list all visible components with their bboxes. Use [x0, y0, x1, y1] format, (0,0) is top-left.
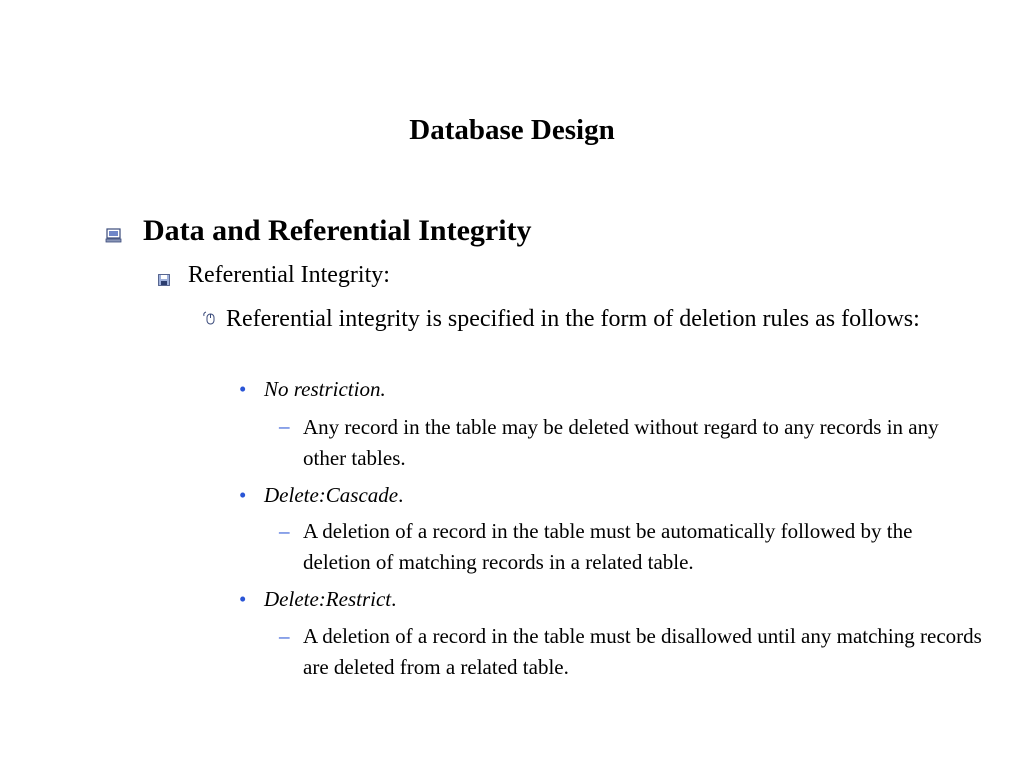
rule-name: Delete:Restrict.: [264, 587, 397, 611]
rule-bullet: •: [239, 587, 247, 611]
slide-title: Database Design: [409, 114, 615, 146]
rule-name: Delete:Cascade.: [264, 483, 404, 507]
computer-icon: [105, 227, 122, 244]
mouse-icon: [202, 310, 217, 325]
rule-description: A deletion of a record in the table must be disallowed until any matching records are deleted from a related table.: [303, 624, 982, 679]
section-heading: Data and Referential Integrity: [143, 214, 532, 247]
subheading: Referential Integrity:: [188, 262, 390, 288]
intro-text: Referential integrity is specified in the form of deletion rules as follows:: [226, 306, 920, 332]
rule-dash: –: [279, 414, 290, 438]
rule-name: No restriction.: [264, 377, 386, 401]
floppy-disk-icon: [158, 274, 170, 286]
rule-bullet: •: [239, 377, 247, 401]
rule-dash: –: [279, 624, 290, 648]
rule-description: Any record in the table may be deleted without regard to any records in any other tables.: [303, 415, 939, 470]
rule-bullet: •: [239, 483, 247, 507]
rule-description: A deletion of a record in the table must be automatically followed by the deletion of matching records in a related table.: [303, 519, 913, 574]
rule-dash: –: [279, 519, 290, 543]
